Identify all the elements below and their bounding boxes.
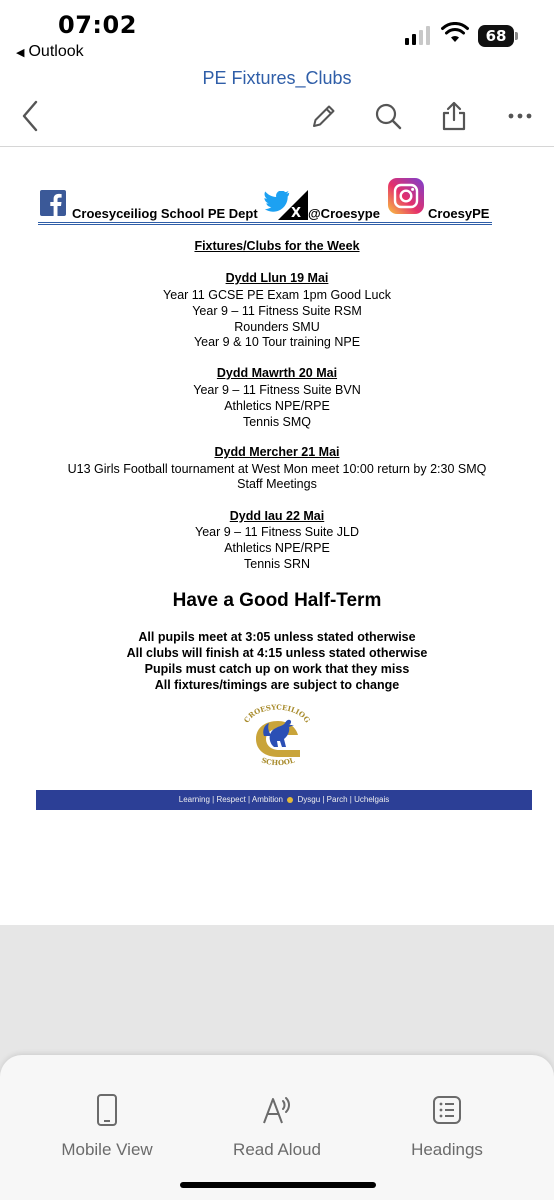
- day-line: U13 Girls Football tournament at West Mon meet 10:00 return by 2:30 SMQ: [67, 462, 487, 476]
- day-line: Athletics NPE/RPE: [224, 541, 330, 555]
- read-aloud-button[interactable]: [202, 1093, 352, 1160]
- social-header: [38, 178, 498, 226]
- header-underline: [38, 222, 492, 223]
- more-options-button[interactable]: [498, 92, 542, 140]
- instagram-icon: [388, 178, 424, 214]
- toolbar: [0, 92, 554, 144]
- day-line: Year 9 & 10 Tour training NPE: [193, 335, 361, 349]
- logo-text-bottom: SCHOOL: [260, 755, 296, 768]
- day-line: Tennis SMQ: [242, 415, 312, 429]
- wifi-icon: [441, 22, 469, 44]
- read-aloud-label: Read Aloud: [233, 1140, 321, 1159]
- mobile-view-button[interactable]: [32, 1093, 182, 1160]
- day-title: Dydd Mercher 21 Mai: [214, 445, 340, 459]
- day-line: Athletics NPE/RPE: [224, 399, 330, 413]
- note-line: All pupils meet at 3:05 unless stated otherwise: [138, 630, 416, 644]
- day-title: Dydd Iau 22 Mai: [229, 509, 325, 523]
- svg-text:X: X: [291, 206, 302, 220]
- back-icon: [20, 99, 40, 133]
- more-icon: [507, 112, 533, 120]
- closing-message: Have a Good Half-Term: [172, 590, 382, 611]
- edit-button[interactable]: [302, 92, 346, 140]
- mobile-view-label: Mobile View: [61, 1140, 153, 1159]
- note-line: All fixtures/timings are subject to change: [154, 678, 400, 692]
- cellular-signal-icon: [405, 25, 430, 45]
- back-button[interactable]: [8, 92, 52, 140]
- back-app-label: Outlook: [28, 43, 84, 60]
- school-logo: [242, 701, 312, 769]
- svg-text:SCHOOL: [260, 755, 295, 767]
- back-to-app-link[interactable]: [16, 43, 84, 61]
- share-button[interactable]: [432, 92, 476, 140]
- header-underline-2: [38, 224, 492, 225]
- day-line: Year 9 – 11 Fitness Suite BVN: [193, 383, 361, 397]
- phone-icon: [96, 1093, 118, 1127]
- fixtures-heading: Fixtures/Clubs for the Week: [194, 239, 360, 253]
- day-line: Year 11 GCSE PE Exam 1pm Good Luck: [163, 288, 391, 302]
- battery-icon: 68: [478, 25, 514, 47]
- home-indicator[interactable]: [180, 1182, 376, 1188]
- day-line: Year 9 – 11 Fitness Suite RSM: [192, 304, 362, 318]
- twitter-handle: @Croesype: [308, 206, 380, 221]
- day-title: Dydd Llun 19 Mai: [225, 271, 329, 285]
- day-line: Year 9 – 11 Fitness Suite JLD: [195, 525, 359, 539]
- headings-label: Headings: [411, 1140, 483, 1159]
- clock: 07:02: [58, 11, 137, 39]
- headings-button[interactable]: [372, 1093, 522, 1160]
- logo-text-top: CROESYCEILIOG: [242, 702, 312, 725]
- banner-right-text: Dysgu | Parch | Uchelgais: [297, 795, 390, 804]
- day-line: Rounders SMU: [234, 320, 320, 334]
- day-line: Staff Meetings: [237, 477, 317, 491]
- back-triangle-icon: ◀: [16, 46, 25, 59]
- note-line: All clubs will finish at 4:15 unless stated otherwise: [126, 646, 428, 660]
- search-button[interactable]: [366, 92, 410, 140]
- day-line: Tennis SRN: [244, 557, 310, 571]
- bottom-action-sheet: [0, 1055, 554, 1200]
- instagram-handle: CroesyPE: [428, 206, 490, 221]
- day-title: Dydd Mawrth 20 Mai: [216, 366, 338, 380]
- values-banner: [36, 790, 532, 810]
- facebook-handle: Croesyceiliog School PE Dept: [72, 206, 258, 221]
- note-line: Pupils must catch up on work that they miss: [144, 662, 410, 676]
- headings-list-icon: [432, 1093, 462, 1127]
- x-logo-icon: [278, 190, 308, 220]
- edit-icon: [309, 101, 339, 131]
- document-title: PE Fixtures_Clubs: [202, 68, 352, 88]
- banner-dot-icon: [287, 797, 293, 803]
- facebook-icon: [40, 190, 66, 216]
- share-icon: [439, 100, 469, 132]
- banner-left-text: Learning | Respect | Ambition: [178, 795, 283, 804]
- search-icon: [373, 101, 403, 131]
- status-bar: [0, 0, 554, 70]
- read-aloud-icon: [260, 1093, 294, 1127]
